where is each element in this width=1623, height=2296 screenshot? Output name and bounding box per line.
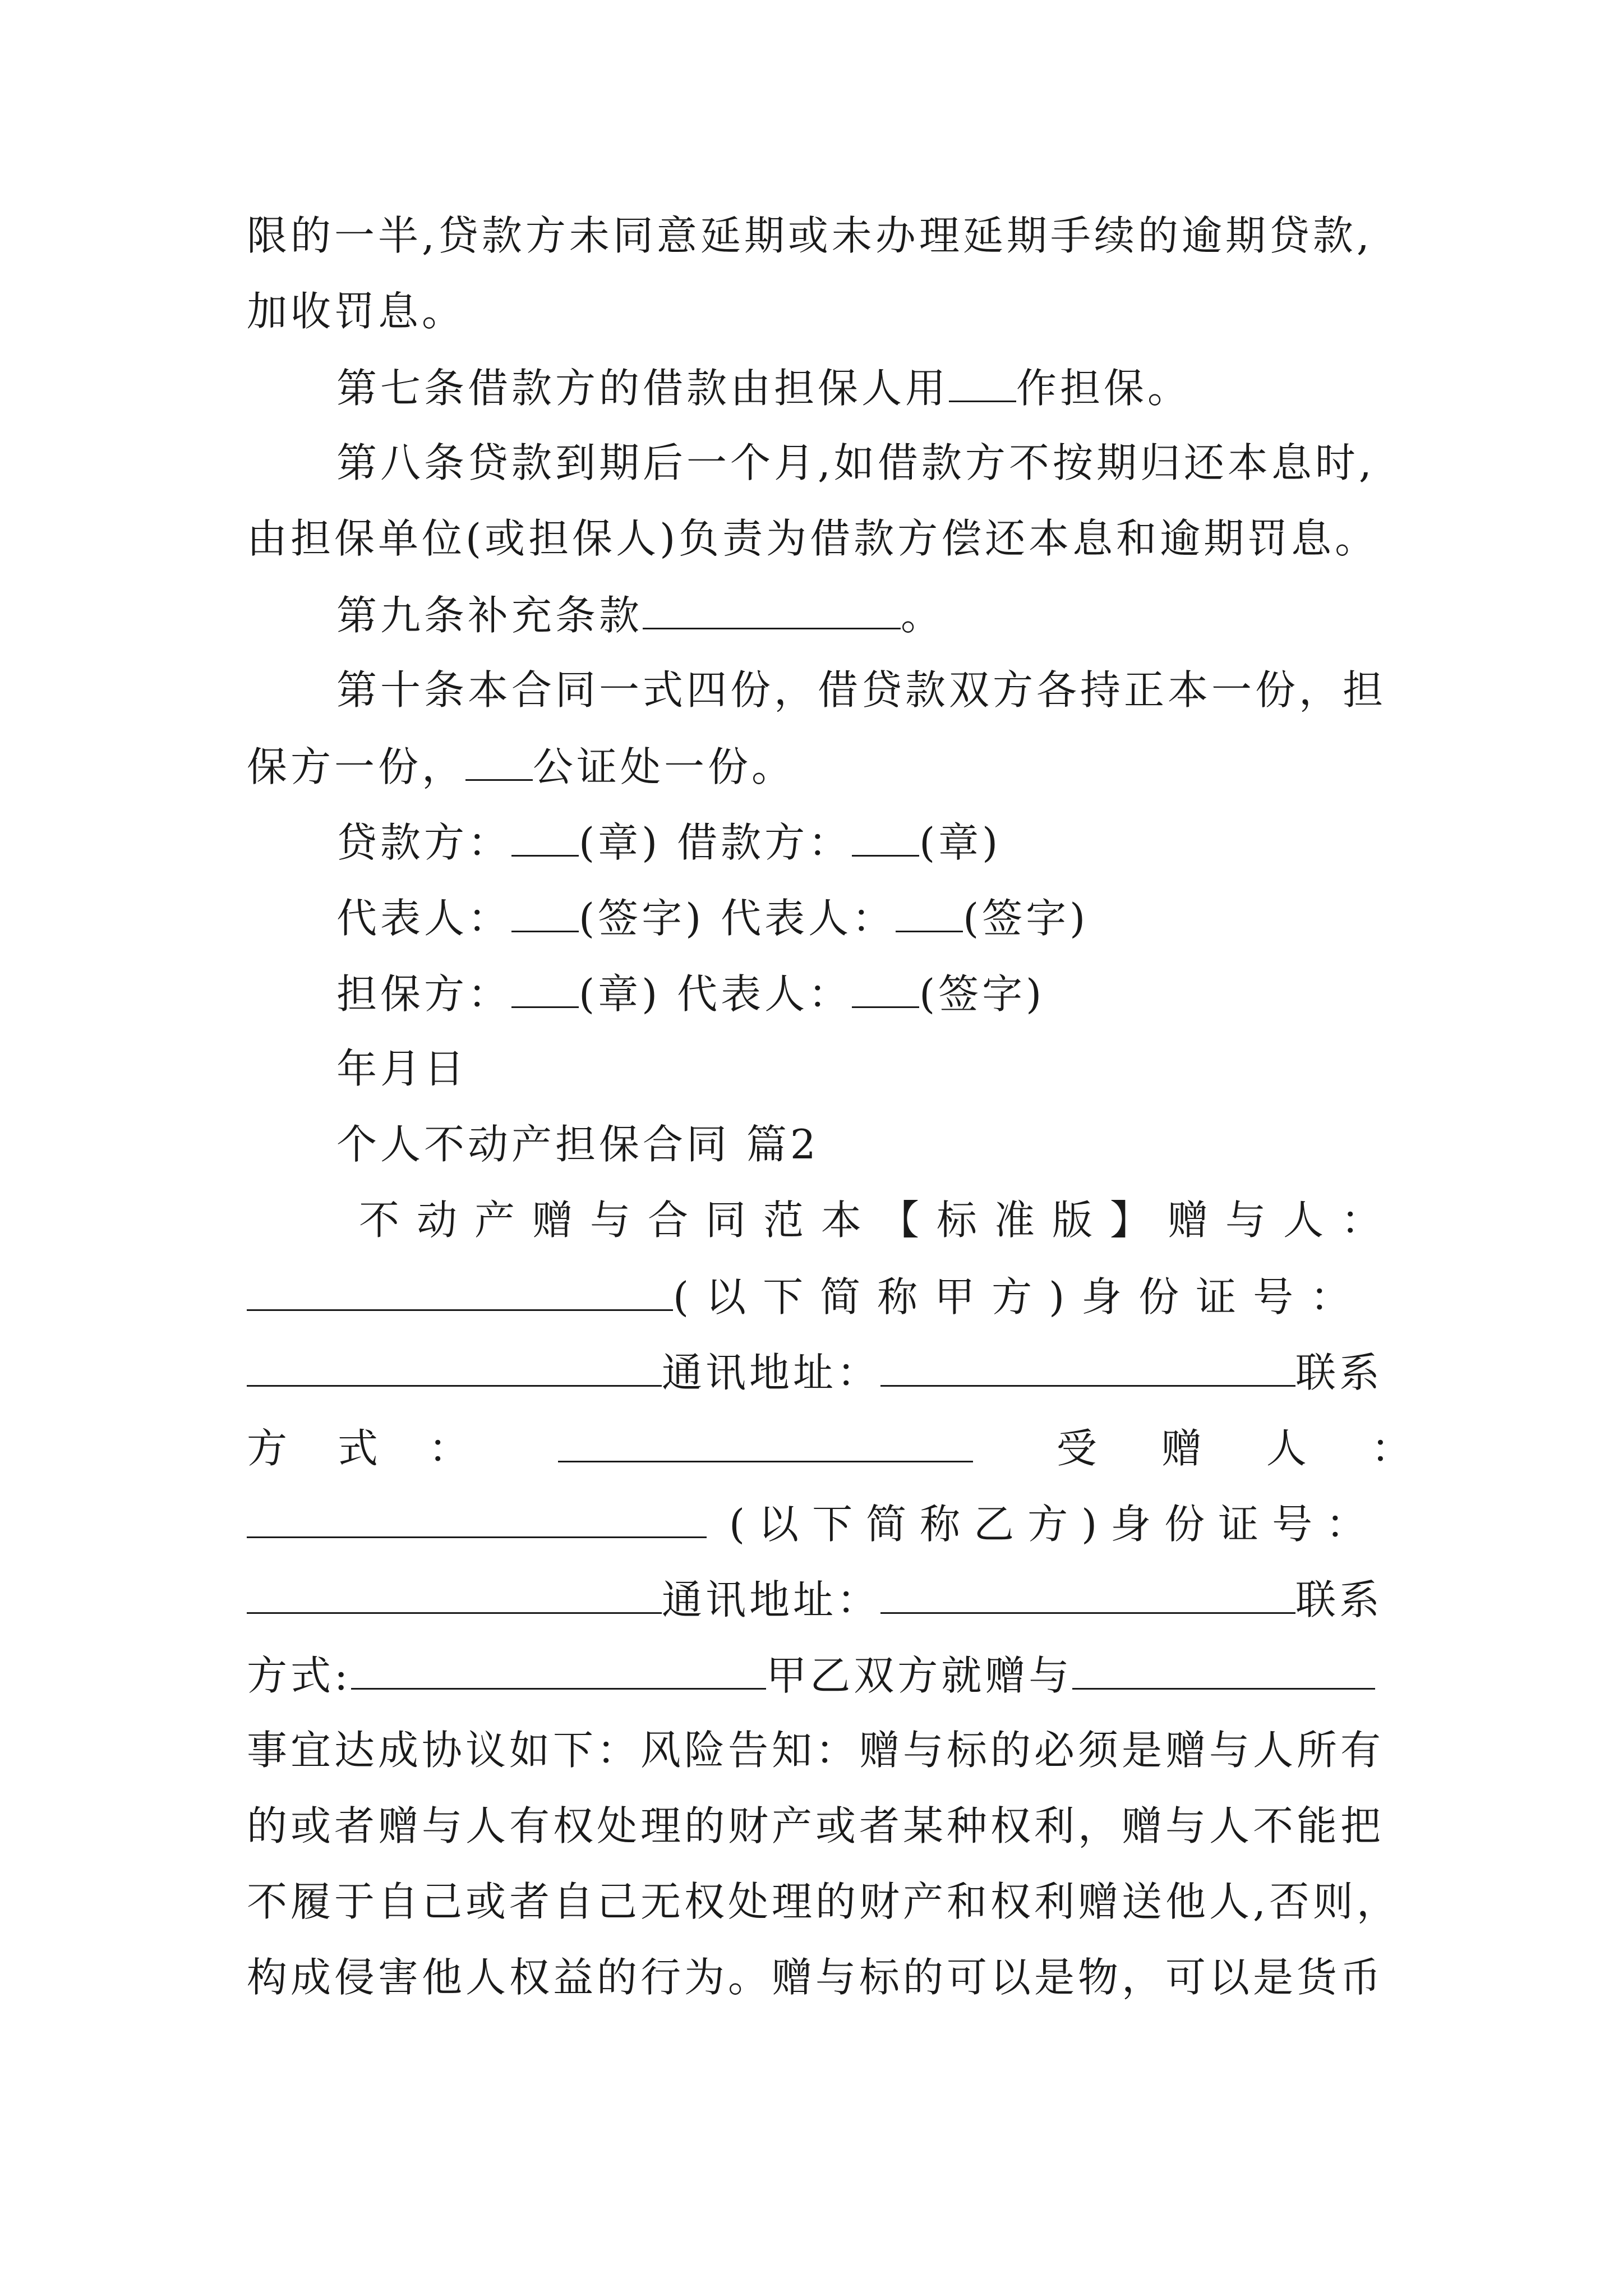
text: 作担保。 [1016, 365, 1192, 412]
donor-id-line [247, 1268, 1368, 1324]
text: 不动产赠与合同范本【标准版】赠与人： [359, 1197, 1399, 1244]
donor-contact-line [247, 1419, 1476, 1475]
text: (章) 代表人： [579, 970, 852, 1018]
donee-contact-line [247, 1646, 1385, 1703]
text: (以下简称甲方)身份证号： [673, 1273, 1368, 1320]
text: 第九条补充条款 [336, 592, 643, 639]
text: 第七条借款方的借款由担保人用 [336, 365, 949, 412]
gift-contract-title [359, 1192, 1399, 1248]
fill-blank[interactable] [511, 889, 579, 932]
text: (签字) [919, 970, 1045, 1018]
date-line [336, 1041, 1385, 1097]
fill-blank[interactable] [247, 1495, 707, 1538]
fill-blank[interactable] [247, 1268, 673, 1311]
clause-7 [336, 359, 1385, 415]
text: 的或者赠与人有权处理的财产或者某种权利，赠与人不能把 [247, 1802, 1385, 1849]
text: 第十条本合同一式四份，借贷款双方各持正本一份，担 [336, 666, 1387, 714]
text: (签字) 代表人： [579, 895, 896, 942]
fill-blank[interactable] [880, 1343, 1295, 1387]
fill-blank[interactable] [1072, 1646, 1375, 1690]
fill-blank[interactable] [896, 889, 963, 932]
text: 保方一份， [247, 743, 466, 790]
text: 第八条贷款到期后一个月,如借款方不按期归还本息时, [336, 439, 1375, 486]
text-line [247, 738, 1385, 794]
text: 。 [901, 592, 945, 639]
text: 担保方： [336, 970, 512, 1018]
signature-lender [336, 813, 1385, 869]
text: 由担保单位(或担保人)负责为借款方偿还本息和逾期罚息。 [247, 515, 1379, 562]
clause-9 [336, 586, 1385, 642]
fill-blank[interactable] [351, 1646, 766, 1690]
fill-blank[interactable] [511, 965, 579, 1008]
text: 事宜达成协议如下：风险告知：赠与标的必须是赠与人所有 [247, 1727, 1385, 1774]
fill-blank[interactable] [949, 359, 1016, 402]
text: 贷款方： [336, 819, 512, 866]
text: 不履于自己或者自己无权处理的财产和权利赠送他人,否则， [247, 1878, 1400, 1925]
text: 通讯地址： [662, 1576, 881, 1623]
text: (以下简称乙方)身份证号： [729, 1501, 1380, 1548]
text: 方式: [247, 1652, 352, 1699]
donee-address-line [247, 1571, 1385, 1627]
text: 年月日 [336, 1045, 468, 1092]
fill-blank[interactable] [880, 1571, 1295, 1614]
text-line [247, 208, 1385, 264]
text-line [247, 283, 1385, 339]
text: 个人不动产担保合同 篇2 [336, 1121, 819, 1168]
text: 构成侵害他人权益的行为。赠与标的可以是物，可以是货币 [247, 1954, 1385, 2001]
text: 受赠人： [1056, 1425, 1476, 1472]
text: 公证处一份。 [533, 743, 796, 790]
text: 方式： [247, 1425, 520, 1472]
donee-id-line [247, 1495, 1380, 1551]
fill-blank[interactable] [852, 965, 919, 1008]
text: 代表人： [336, 895, 512, 942]
fill-blank[interactable] [465, 738, 533, 781]
fill-blank[interactable] [247, 1343, 662, 1387]
text: 加收罚息。 [247, 288, 466, 335]
text-line [247, 1949, 1385, 2005]
text: (章) 借款方： [579, 819, 852, 866]
text-line [247, 1874, 1400, 1930]
text-line [247, 1798, 1385, 1854]
text: 甲乙双方就赠与 [766, 1652, 1073, 1699]
section-heading [336, 1116, 1385, 1172]
signature-guarantor [336, 965, 1385, 1021]
text: 通讯地址： [662, 1349, 881, 1396]
text: (签字) [963, 895, 1089, 942]
text-line [247, 510, 1385, 567]
donor-address-line [247, 1343, 1385, 1400]
fill-blank[interactable] [852, 813, 919, 857]
fill-blank[interactable] [247, 1571, 662, 1614]
text: 联系 [1295, 1576, 1384, 1623]
text: (章) [919, 819, 1002, 866]
clause-10 [336, 662, 1385, 718]
signature-representatives [336, 889, 1385, 945]
text-line [247, 1722, 1385, 1778]
text: 联系 [1295, 1349, 1384, 1396]
clause-8 [336, 435, 1385, 491]
fill-blank[interactable] [643, 586, 901, 629]
fill-blank[interactable] [511, 813, 579, 857]
text: 限的一半,贷款方未同意延期或未办理延期手续的逾期贷款, [247, 212, 1373, 259]
fill-blank[interactable] [558, 1419, 973, 1462]
